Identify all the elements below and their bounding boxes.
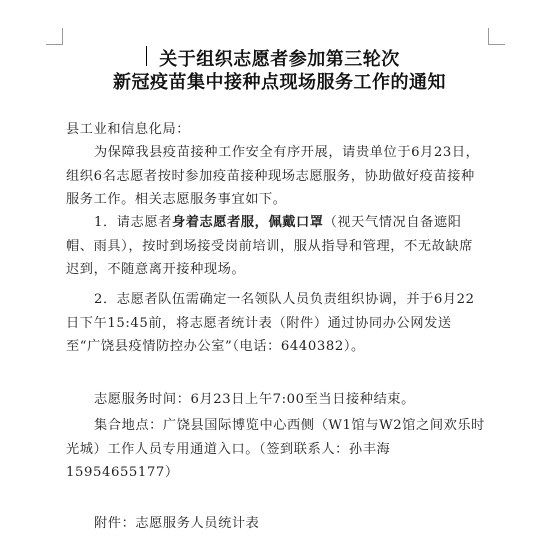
paragraph-intro: 为保障我县疫苗接种工作安全有序开展，请贵单位于6月23日，组织6名志愿者按时参加疫苗接种现场志愿服务，协助做好疫苗接种服务工作。相关志愿服务事宜如下。	[66, 145, 480, 207]
paragraph-item-1	[66, 211, 486, 282]
crop-mark-top-left	[46, 28, 63, 45]
paragraph-meeting-place: 集合地点：广饶县国际博览中心西侧（W1馆与W2馆之间欢乐时光城）工作人员专用通道入口。（签到联系人：孙丰海15954655177）	[66, 418, 485, 480]
paragraph-item-1-prefix: 1．请志愿者	[94, 215, 172, 230]
crop-mark-top-right	[488, 28, 505, 45]
paragraph-service-time: 志愿服务时间：6月23日上午7:00至当日接种结束。	[94, 392, 415, 407]
document-title-line-2: 新冠疫苗集中接种点现场服务工作的通知	[113, 72, 446, 93]
paragraph-attachment: 附件：志愿服务人员统计表	[94, 516, 260, 531]
paragraph-item-1-bold: 身着志愿者服，佩戴口罩	[171, 215, 324, 230]
salutation: 县工业和信息化局：	[66, 122, 191, 137]
document-title-line-1: 关于组织志愿者参加第三轮次	[159, 49, 400, 70]
paragraph-item-1-suffix: （视天气情况自备遮阳帽、雨具），按时到场接受岗前培训，服从指导和管理，不无故缺席迟到，不随意离开接种现场。	[66, 215, 474, 277]
paragraph-item-2: 2．志愿者队伍需确定一名领队人员负责组织协调，并于6月22日下午15:45前，将志愿者统计表（附件）通过协同办公网发送至“广饶县疫情防控办公室”（电话：6440382）。	[66, 292, 475, 354]
